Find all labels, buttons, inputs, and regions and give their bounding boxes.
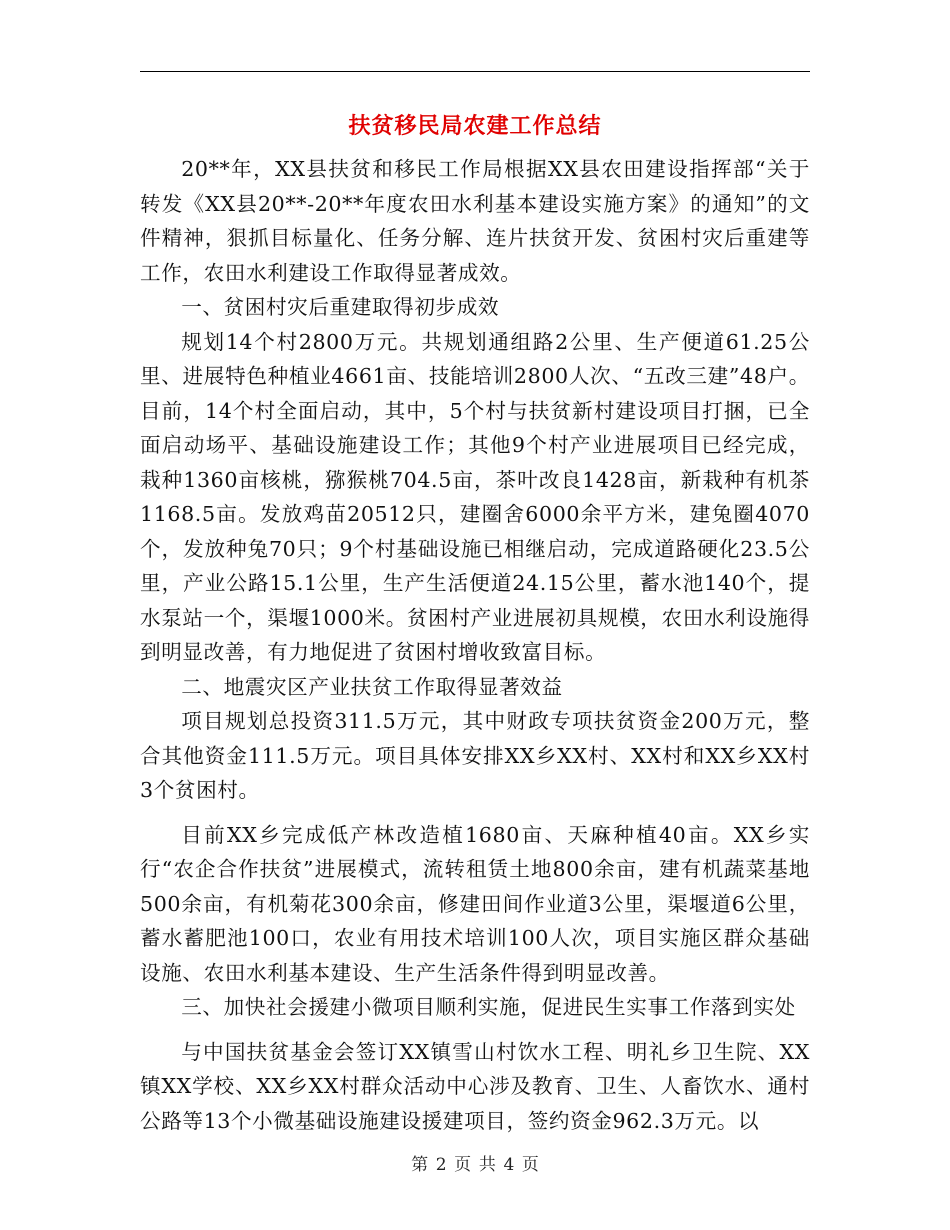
footer-page-prefix: 第 — [411, 1155, 429, 1175]
header-rule — [140, 71, 810, 72]
footer-page-total: 4 — [503, 1155, 515, 1175]
section-3-paragraph: 与中国扶贫基金会签订XX镇雪山村饮水工程、明礼乡卫生院、XX镇XX学校、XX乡XX村群众活动中心涉及教育、卫生、人畜饮水、通村公路等13个小微基础设施建设援建项目，签约资金962.3万元。以 — [140, 1039, 810, 1133]
document-body — [140, 152, 810, 1138]
section-heading-1: 一、贫困村灾后重建取得初步成效 — [181, 295, 500, 319]
intro-paragraph: 20**年，XX县扶贫和移民工作局根据XX县农田建设指挥部“关于转发《XX县20**-20**年度农田水利基本建设实施方案》的通知”的文件精神，狠抓目标量化、任务分解、连片扶贫开发、贫困村灾后重建等工作，农田水利建设工作取得显著成效。 — [140, 157, 810, 285]
footer-total-unit: 页 — [521, 1155, 539, 1175]
page-footer — [0, 1153, 950, 1177]
document-title: 扶贫移民局农建工作总结 — [348, 114, 602, 139]
footer-page-current: 2 — [435, 1155, 447, 1175]
section-heading-2: 二、地震灾区产业扶贫工作取得显著效益 — [181, 674, 563, 699]
section-2-paragraph-1: 项目规划总投资311.5万元，其中财政专项扶贫资金200万元，整合其他资金111.5万元。项目具体安排XX乡XX村、XX村和XX乡XX村3个贫困村。 — [140, 709, 810, 802]
section-heading-3: 三、加快社会援建小微项目顺利实施，促进民生实事工作落到实处 — [181, 995, 796, 1019]
footer-total-prefix: 共 — [478, 1155, 496, 1175]
section-2-paragraph-2: 目前XX乡完成低产林改造植1680亩、天麻种植40亩。XX乡实行“农企合作扶贫”进展模式，流转租赁土地800余亩，建有机蔬菜基地500余亩，有机菊花300余亩，修建田间作业道3公里，渠堰道6公里，蓄水蓄肥池100口，农业有用技术培训100人次，项目实施区群众基础设施、农田水利基本建设、生产生活条件得到明显改善。 — [140, 822, 810, 985]
section-1-paragraph: 规划14个村2800万元。共规划通组路2公里、生产便道61.25公里、进展特色种植业4661亩、技能培训2800人次、“五改三建”48户。目前，14个村全面启动，其中，5个村与扶贫新村建设项目打捆，已全面启动场平、基础设施建设工作；其他9个村产业进展项目已经完成，栽种1360亩核桃，猕猴桃704.5亩，茶叶改良1428亩，新栽种有机茶1168.5亩。发放鸡苗20512只，建圈舍6000余平方米，建兔圈4070个，发放种兔70只；9个村基础设施已相继启动，完成道路硬化23.5公里，产业公路15.1公里，生产生活便道24.15公里，蓄水池140个，提水泵站一个，渠堰1000米。贫困村产业进展初具规模，农田水利设施得到明显改善，有力地促进了贫困村增收致富目标。 — [140, 329, 810, 664]
footer-page-unit: 页 — [454, 1155, 472, 1175]
